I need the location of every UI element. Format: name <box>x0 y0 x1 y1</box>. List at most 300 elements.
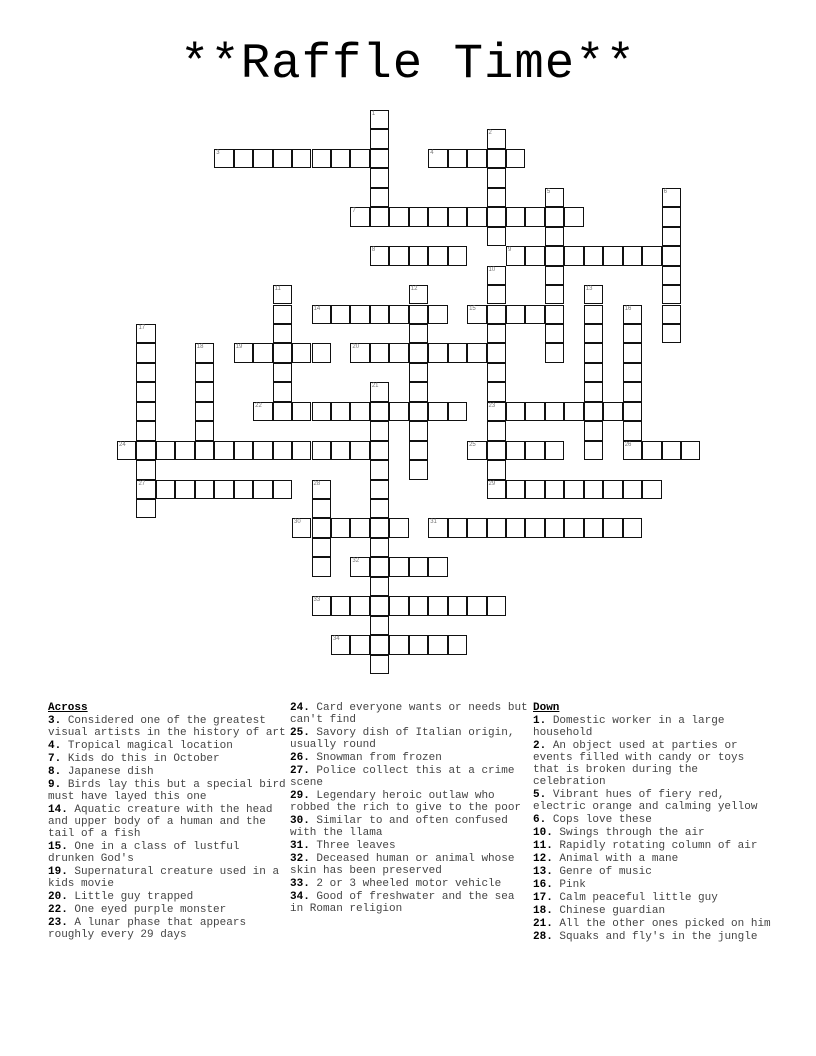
clue-text: Pink <box>559 879 586 891</box>
grid-cell[interactable] <box>487 382 506 401</box>
grid-cell[interactable] <box>584 343 603 362</box>
grid-cell[interactable] <box>448 518 467 537</box>
grid-cell[interactable] <box>312 402 331 421</box>
clue-text: Swings through the air <box>559 827 705 839</box>
grid-cell[interactable] <box>545 207 564 226</box>
grid-cell[interactable] <box>662 324 681 343</box>
grid-cell[interactable] <box>525 441 544 460</box>
grid-cell[interactable] <box>370 596 389 615</box>
clue-text: Considered one of the greatest visual artists in the history of art <box>48 715 286 739</box>
grid-cell[interactable] <box>584 518 603 537</box>
grid-cell[interactable] <box>545 324 564 343</box>
grid-cell[interactable] <box>136 499 155 518</box>
grid-cell[interactable] <box>506 305 525 324</box>
clue-number-label: 31 <box>430 519 437 526</box>
grid-cell[interactable] <box>545 343 564 362</box>
grid-cell[interactable] <box>370 518 389 537</box>
grid-cell[interactable] <box>292 149 311 168</box>
grid-cell[interactable] <box>370 460 389 479</box>
down-clue <box>533 789 771 813</box>
grid-cell[interactable] <box>389 518 408 537</box>
grid-cell[interactable] <box>623 246 642 265</box>
grid-cell[interactable] <box>195 402 214 421</box>
grid-cell[interactable] <box>350 441 369 460</box>
clue-text: Genre of music <box>559 866 652 878</box>
grid-cell[interactable] <box>623 343 642 362</box>
grid-cell[interactable] <box>331 518 350 537</box>
grid-cell[interactable] <box>370 421 389 440</box>
grid-cell[interactable] <box>409 557 428 576</box>
grid-cell[interactable] <box>331 402 350 421</box>
across-clue <box>48 753 286 765</box>
grid-cell[interactable] <box>136 441 155 460</box>
clue-number: 2. <box>533 740 547 752</box>
across-clue <box>48 804 286 840</box>
grid-cell[interactable] <box>564 518 583 537</box>
grid-cell[interactable] <box>525 305 544 324</box>
grid-cell[interactable] <box>214 480 233 499</box>
grid-cell[interactable] <box>350 402 369 421</box>
clue-number: 1. <box>533 715 547 727</box>
grid-cell[interactable] <box>292 402 311 421</box>
grid-cell[interactable] <box>312 441 331 460</box>
grid-cell[interactable] <box>389 635 408 654</box>
grid-cell[interactable] <box>545 402 564 421</box>
grid-cell[interactable] <box>487 188 506 207</box>
grid-cell[interactable] <box>253 480 272 499</box>
grid-cell[interactable] <box>312 518 331 537</box>
grid-cell[interactable] <box>545 246 564 265</box>
grid-cell[interactable] <box>564 402 583 421</box>
grid-cell[interactable] <box>584 382 603 401</box>
clue-number-label: 2 <box>488 130 492 137</box>
grid-cell[interactable] <box>370 557 389 576</box>
grid-cell[interactable] <box>506 149 525 168</box>
grid-cell[interactable] <box>292 441 311 460</box>
grid-cell[interactable] <box>662 227 681 246</box>
grid-cell[interactable] <box>467 207 486 226</box>
grid-cell[interactable] <box>603 518 622 537</box>
grid-cell[interactable] <box>623 518 642 537</box>
grid-cell[interactable] <box>312 305 331 324</box>
grid-cell[interactable] <box>448 635 467 654</box>
grid-cell[interactable] <box>214 441 233 460</box>
clue-number: 31. <box>290 840 310 852</box>
grid-cell[interactable] <box>584 402 603 421</box>
grid-cell[interactable] <box>253 343 272 362</box>
grid-cell[interactable] <box>273 441 292 460</box>
grid-cell[interactable] <box>584 324 603 343</box>
grid-cell[interactable] <box>156 480 175 499</box>
grid-cell[interactable] <box>506 246 525 265</box>
grid-cell[interactable] <box>506 480 525 499</box>
grid-cell[interactable] <box>331 596 350 615</box>
grid-cell[interactable] <box>331 635 350 654</box>
across-clues-column-1 <box>48 702 286 942</box>
grid-cell[interactable] <box>642 480 661 499</box>
grid-cell[interactable] <box>195 421 214 440</box>
grid-cell[interactable] <box>584 285 603 304</box>
across-clue <box>290 702 528 726</box>
grid-cell[interactable] <box>487 596 506 615</box>
grid-cell[interactable] <box>564 480 583 499</box>
clue-number: 18. <box>533 905 553 917</box>
grid-cell[interactable] <box>467 441 486 460</box>
grid-cell[interactable] <box>273 382 292 401</box>
clue-text: Squaks and fly's in the jungle <box>559 931 758 943</box>
grid-cell[interactable] <box>662 188 681 207</box>
grid-cell[interactable] <box>448 402 467 421</box>
grid-cell[interactable] <box>662 207 681 226</box>
grid-cell[interactable] <box>136 402 155 421</box>
clue-number-label: 23 <box>488 402 496 409</box>
grid-cell[interactable] <box>623 402 642 421</box>
grid-cell[interactable] <box>448 149 467 168</box>
grid-cell[interactable] <box>312 480 331 499</box>
grid-cell[interactable] <box>487 129 506 148</box>
grid-cell[interactable] <box>370 246 389 265</box>
grid-cell[interactable] <box>487 363 506 382</box>
grid-cell[interactable] <box>370 168 389 187</box>
grid-cell[interactable] <box>136 363 155 382</box>
grid-cell[interactable] <box>545 227 564 246</box>
grid-cell[interactable] <box>195 382 214 401</box>
grid-cell[interactable] <box>467 343 486 362</box>
clue-text: Good of freshwater and the sea in Roman religion <box>290 891 515 915</box>
grid-cell[interactable] <box>234 343 253 362</box>
grid-cell[interactable] <box>662 285 681 304</box>
grid-cell[interactable] <box>273 324 292 343</box>
grid-cell[interactable] <box>350 557 369 576</box>
grid-cell[interactable] <box>564 207 583 226</box>
grid-cell[interactable] <box>428 343 447 362</box>
grid-cell[interactable] <box>584 246 603 265</box>
grid-cell[interactable] <box>370 110 389 129</box>
grid-cell[interactable] <box>409 246 428 265</box>
grid-cell[interactable] <box>409 285 428 304</box>
clue-number-label: 3 <box>216 149 220 156</box>
grid-cell[interactable] <box>370 441 389 460</box>
grid-cell[interactable] <box>409 324 428 343</box>
clue-number: 29. <box>290 790 310 802</box>
grid-cell[interactable] <box>175 480 194 499</box>
grid-cell[interactable] <box>428 557 447 576</box>
grid-cell[interactable] <box>603 246 622 265</box>
grid-cell[interactable] <box>506 402 525 421</box>
down-clue <box>533 905 771 917</box>
grid-cell[interactable] <box>370 635 389 654</box>
grid-cell[interactable] <box>623 324 642 343</box>
grid-cell[interactable] <box>136 324 155 343</box>
grid-cell[interactable] <box>312 499 331 518</box>
grid-cell[interactable] <box>487 285 506 304</box>
grid-cell[interactable] <box>545 480 564 499</box>
grid-cell[interactable] <box>273 149 292 168</box>
clue-text: Japanese dish <box>67 766 154 778</box>
clue-number: 4. <box>48 740 62 752</box>
grid-cell[interactable] <box>389 207 408 226</box>
grid-cell[interactable] <box>370 616 389 635</box>
grid-cell[interactable] <box>448 207 467 226</box>
grid-cell[interactable] <box>487 421 506 440</box>
grid-cell[interactable] <box>273 305 292 324</box>
across-clue <box>48 715 286 739</box>
grid-cell[interactable] <box>487 149 506 168</box>
grid-cell[interactable] <box>506 441 525 460</box>
clue-number: 33. <box>290 878 310 890</box>
grid-cell[interactable] <box>253 441 272 460</box>
grid-cell[interactable] <box>331 149 350 168</box>
grid-cell[interactable] <box>370 499 389 518</box>
clue-number: 23. <box>48 917 68 929</box>
grid-cell[interactable] <box>428 305 447 324</box>
grid-cell[interactable] <box>370 149 389 168</box>
clue-number: 14. <box>48 804 68 816</box>
grid-cell[interactable] <box>428 246 447 265</box>
grid-cell[interactable] <box>487 518 506 537</box>
grid-cell[interactable] <box>506 207 525 226</box>
grid-cell[interactable] <box>584 480 603 499</box>
grid-cell[interactable] <box>545 305 564 324</box>
grid-cell[interactable] <box>525 207 544 226</box>
grid-cell[interactable] <box>350 149 369 168</box>
grid-cell[interactable] <box>662 246 681 265</box>
grid-cell[interactable] <box>662 305 681 324</box>
down-clue <box>533 892 771 904</box>
grid-cell[interactable] <box>253 402 272 421</box>
grid-cell[interactable] <box>487 324 506 343</box>
grid-cell[interactable] <box>584 441 603 460</box>
grid-cell[interactable] <box>136 460 155 479</box>
grid-cell[interactable] <box>312 596 331 615</box>
grid-cell[interactable] <box>292 518 311 537</box>
grid-cell[interactable] <box>623 421 642 440</box>
grid-cell[interactable] <box>273 480 292 499</box>
grid-cell[interactable] <box>662 266 681 285</box>
grid-cell[interactable] <box>564 246 583 265</box>
grid-cell[interactable] <box>273 363 292 382</box>
grid-cell[interactable] <box>525 518 544 537</box>
clue-number: 9. <box>48 779 62 791</box>
grid-cell[interactable] <box>545 266 564 285</box>
grid-cell[interactable] <box>409 402 428 421</box>
grid-cell[interactable] <box>506 518 525 537</box>
grid-cell[interactable] <box>234 149 253 168</box>
grid-cell[interactable] <box>642 246 661 265</box>
across-clue <box>290 815 528 839</box>
grid-cell[interactable] <box>350 207 369 226</box>
clue-number-label: 20 <box>352 344 360 351</box>
grid-cell[interactable] <box>331 305 350 324</box>
grid-cell[interactable] <box>428 402 447 421</box>
grid-cell[interactable] <box>370 305 389 324</box>
grid-cell[interactable] <box>409 421 428 440</box>
grid-cell[interactable] <box>370 129 389 148</box>
clue-number-label: 12 <box>410 286 418 293</box>
grid-cell[interactable] <box>525 402 544 421</box>
grid-cell[interactable] <box>389 596 408 615</box>
grid-cell[interactable] <box>428 518 447 537</box>
grid-cell[interactable] <box>642 441 661 460</box>
grid-cell[interactable] <box>234 441 253 460</box>
grid-cell[interactable] <box>195 363 214 382</box>
clue-number: 17. <box>533 892 553 904</box>
grid-cell[interactable] <box>370 538 389 557</box>
grid-cell[interactable] <box>428 149 447 168</box>
across-clue <box>290 878 528 890</box>
grid-cell[interactable] <box>623 363 642 382</box>
grid-cell[interactable] <box>448 343 467 362</box>
grid-cell[interactable] <box>487 266 506 285</box>
grid-cell[interactable] <box>312 149 331 168</box>
grid-cell[interactable] <box>623 382 642 401</box>
grid-cell[interactable] <box>662 441 681 460</box>
grid-cell[interactable] <box>273 285 292 304</box>
grid-cell[interactable] <box>273 343 292 362</box>
grid-cell[interactable] <box>428 596 447 615</box>
grid-cell[interactable] <box>584 363 603 382</box>
across-clue <box>48 917 286 941</box>
grid-cell[interactable] <box>175 441 194 460</box>
across-clue <box>48 779 286 803</box>
grid-cell[interactable] <box>409 460 428 479</box>
clue-text: Savory dish of Italian origin, usually round <box>290 727 515 751</box>
grid-cell[interactable] <box>467 149 486 168</box>
clue-number: 27. <box>290 765 310 777</box>
grid-cell[interactable] <box>389 305 408 324</box>
grid-cell[interactable] <box>195 480 214 499</box>
grid-cell[interactable] <box>389 246 408 265</box>
grid-cell[interactable] <box>350 343 369 362</box>
grid-cell[interactable] <box>487 460 506 479</box>
grid-cell[interactable] <box>487 227 506 246</box>
grid-cell[interactable] <box>136 480 155 499</box>
grid-cell[interactable] <box>253 149 272 168</box>
grid-cell[interactable] <box>350 518 369 537</box>
clue-number-label: 10 <box>488 266 496 273</box>
grid-cell[interactable] <box>350 596 369 615</box>
grid-cell[interactable] <box>370 480 389 499</box>
grid-cell[interactable] <box>487 441 506 460</box>
grid-cell[interactable] <box>370 655 389 674</box>
grid-cell[interactable] <box>312 538 331 557</box>
grid-cell[interactable] <box>409 635 428 654</box>
grid-cell[interactable] <box>487 305 506 324</box>
clue-number: 12. <box>533 853 553 865</box>
grid-cell[interactable] <box>292 343 311 362</box>
down-clue <box>533 853 771 865</box>
across-clue <box>290 765 528 789</box>
grid-cell[interactable] <box>603 402 622 421</box>
clue-number-label: 5 <box>546 188 551 195</box>
grid-cell[interactable] <box>156 441 175 460</box>
grid-cell[interactable] <box>487 402 506 421</box>
grid-cell[interactable] <box>370 207 389 226</box>
across-clue <box>290 853 528 877</box>
grid-cell[interactable] <box>136 382 155 401</box>
grid-cell[interactable] <box>195 441 214 460</box>
grid-cell[interactable] <box>623 305 642 324</box>
clue-number: 13. <box>533 866 553 878</box>
grid-cell[interactable] <box>487 207 506 226</box>
grid-cell[interactable] <box>448 246 467 265</box>
grid-cell[interactable] <box>623 441 642 460</box>
grid-cell[interactable] <box>350 635 369 654</box>
grid-cell[interactable] <box>389 343 408 362</box>
grid-cell[interactable] <box>389 557 408 576</box>
clue-text: Domestic worker in a large household <box>533 715 725 739</box>
grid-cell[interactable] <box>487 168 506 187</box>
grid-cell[interactable] <box>681 441 700 460</box>
grid-cell[interactable] <box>195 343 214 362</box>
grid-cell[interactable] <box>428 635 447 654</box>
clue-number-label: 28 <box>313 480 321 487</box>
grid-cell[interactable] <box>370 382 389 401</box>
grid-cell[interactable] <box>117 441 136 460</box>
grid-cell[interactable] <box>136 421 155 440</box>
grid-cell[interactable] <box>331 441 350 460</box>
clue-number-label: 32 <box>352 558 360 565</box>
grid-cell[interactable] <box>273 402 292 421</box>
grid-cell[interactable] <box>370 188 389 207</box>
clue-number-label: 25 <box>469 441 476 448</box>
grid-cell[interactable] <box>487 480 506 499</box>
grid-cell[interactable] <box>467 518 486 537</box>
clue-number: 22. <box>48 904 68 916</box>
grid-cell[interactable] <box>623 480 642 499</box>
grid-cell[interactable] <box>545 188 564 207</box>
grid-cell[interactable] <box>525 480 544 499</box>
grid-cell[interactable] <box>603 480 622 499</box>
grid-cell[interactable] <box>409 441 428 460</box>
grid-cell[interactable] <box>428 207 447 226</box>
grid-cell[interactable] <box>584 305 603 324</box>
across-clue <box>48 766 286 778</box>
grid-cell[interactable] <box>467 596 486 615</box>
grid-cell[interactable] <box>389 402 408 421</box>
grid-cell[interactable] <box>370 343 389 362</box>
grid-cell[interactable] <box>136 343 155 362</box>
clue-text: Supernatural creature used in a kids movie <box>48 866 280 890</box>
grid-cell[interactable] <box>312 343 331 362</box>
clue-text: One eyed purple monster <box>74 904 227 916</box>
clue-text: Snowman from frozen <box>316 752 442 764</box>
clue-text: Cops love these <box>552 814 652 826</box>
grid-cell[interactable] <box>312 557 331 576</box>
grid-cell[interactable] <box>448 596 467 615</box>
grid-cell[interactable] <box>409 382 428 401</box>
grid-cell[interactable] <box>525 246 544 265</box>
grid-cell[interactable] <box>487 343 506 362</box>
grid-cell[interactable] <box>350 305 369 324</box>
grid-cell[interactable] <box>545 441 564 460</box>
grid-cell[interactable] <box>370 577 389 596</box>
grid-cell[interactable] <box>409 305 428 324</box>
grid-cell[interactable] <box>467 305 486 324</box>
grid-cell[interactable] <box>545 285 564 304</box>
clue-number: 6. <box>533 814 547 826</box>
grid-cell[interactable] <box>370 402 389 421</box>
grid-cell[interactable] <box>214 149 233 168</box>
grid-cell[interactable] <box>545 518 564 537</box>
grid-cell[interactable] <box>409 596 428 615</box>
grid-cell[interactable] <box>584 421 603 440</box>
grid-cell[interactable] <box>234 480 253 499</box>
grid-cell[interactable] <box>409 363 428 382</box>
clue-number: 11. <box>533 840 553 852</box>
grid-cell[interactable] <box>409 207 428 226</box>
grid-cell[interactable] <box>409 343 428 362</box>
